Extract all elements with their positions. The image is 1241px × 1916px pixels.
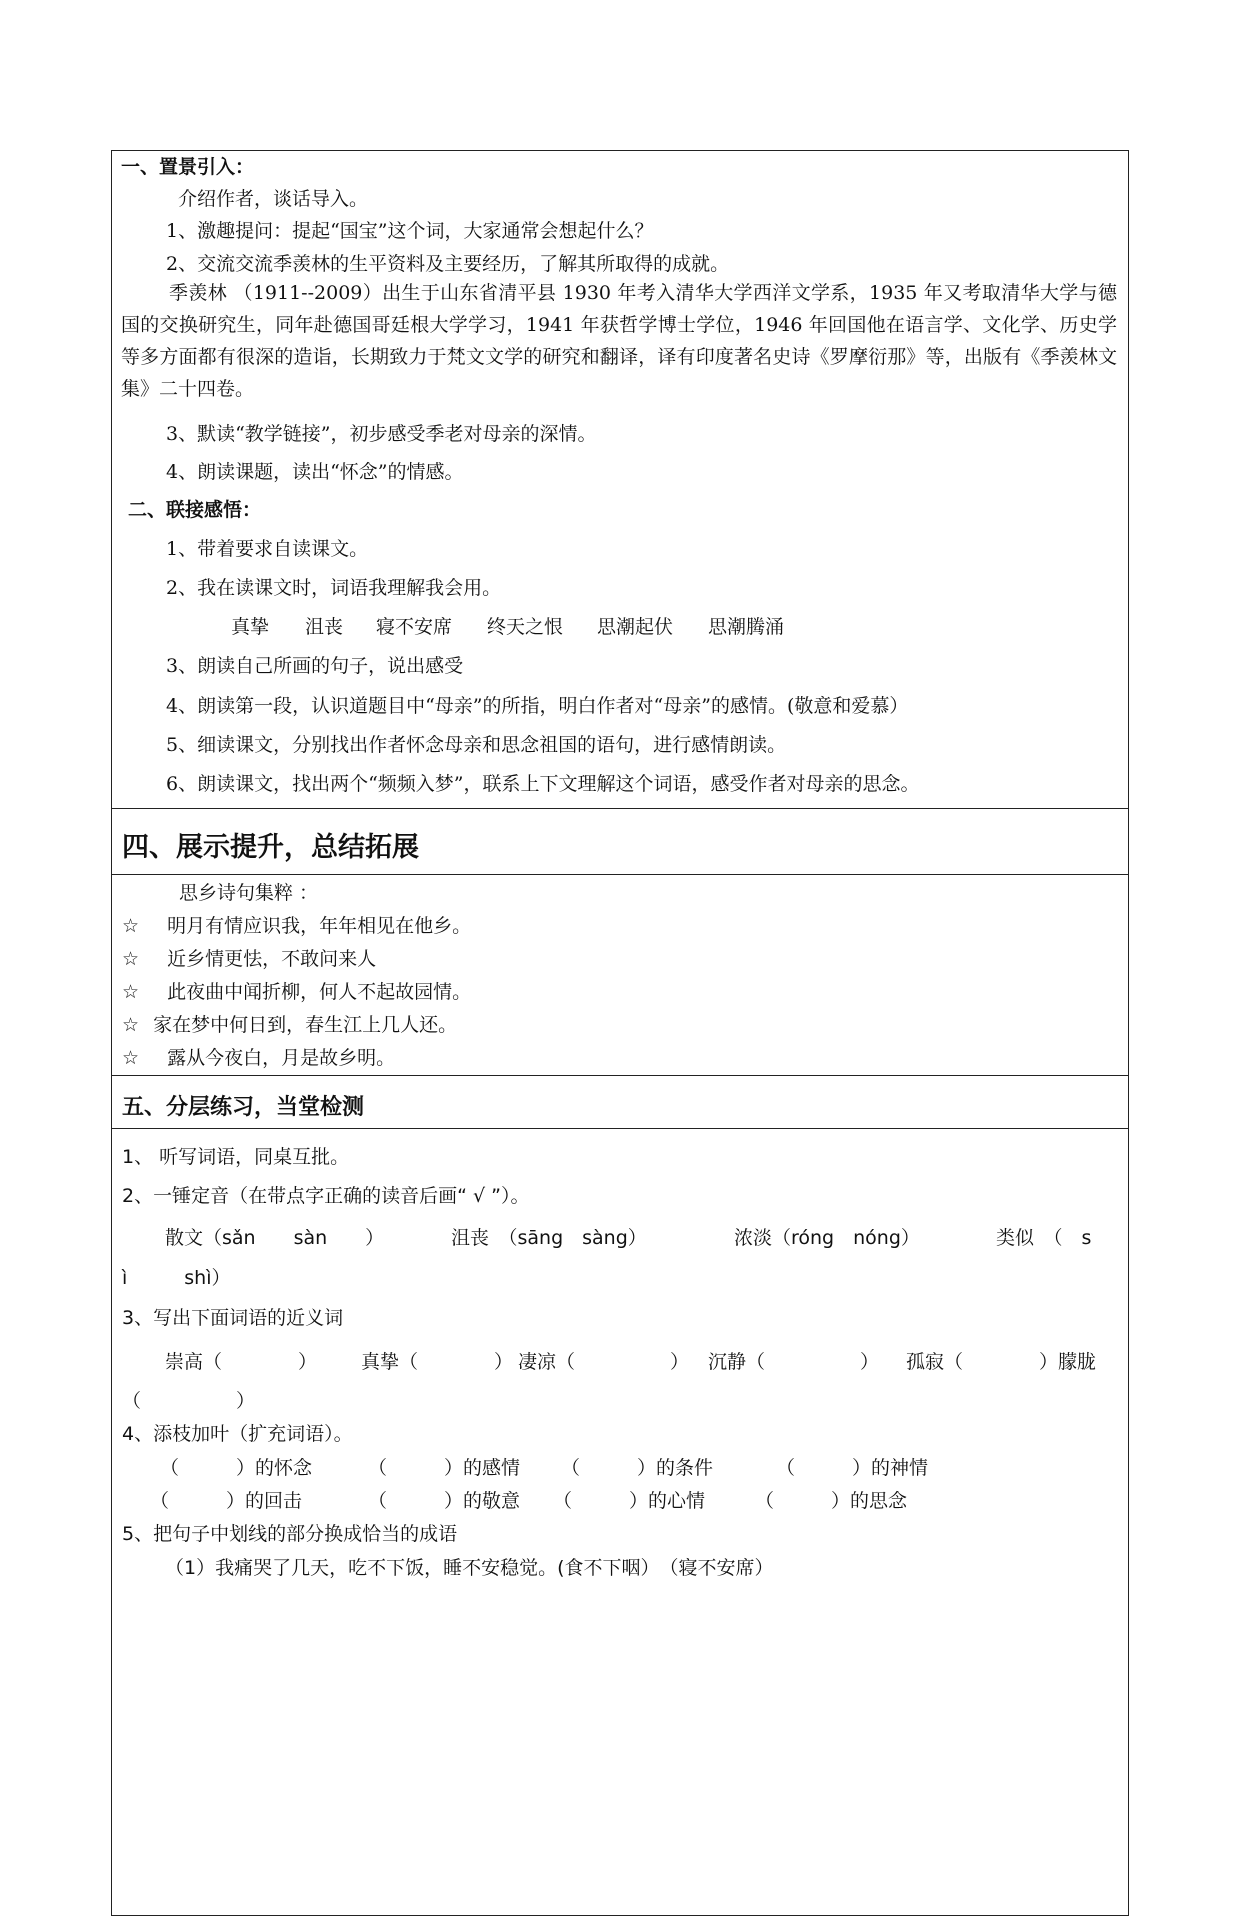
vocab-word: 思潮腾涌 <box>708 616 785 638</box>
poem-line <box>122 1016 457 1035</box>
section4-heading-cell <box>111 809 1129 875</box>
synonym-item-continued: （ ） <box>122 1390 256 1412</box>
poem-text: 露从今夜白，月是故乡明。 <box>167 1047 396 1069</box>
synonym-item: 崇高（ ） <box>165 1351 318 1373</box>
expand-item: （ ）的思念 <box>755 1490 908 1512</box>
expand-item: （ ）的条件 <box>561 1457 714 1479</box>
pinyin-item: 浓淡（róng nóng） <box>734 1227 920 1249</box>
vocab-word: 终天之恨 <box>487 616 564 638</box>
poem-line <box>122 983 471 1002</box>
expand-item: （ ）的怀念 <box>160 1457 313 1479</box>
poem-line <box>122 1049 395 1068</box>
vocab-word: 沮丧 <box>305 616 344 638</box>
exercise-q4: 4、添枝加叶（扩充词语）。 <box>122 1423 353 1445</box>
section2-item-4: 4、朗读第一段，认识道题目中“母亲”的所指，明白作者对“母亲”的感情。(敬意和爱慕） <box>166 695 909 717</box>
section2-item-2: 2、我在读课文时，词语我理解我会用。 <box>166 577 502 599</box>
section1-heading: 一、置景引入： <box>121 156 255 178</box>
section2-item-3: 3、朗读自己所画的句子，说出感受 <box>166 655 464 677</box>
vocab-word: 真挚 <box>231 616 270 638</box>
section1-item-3: 3、默读“教学链接”，初步感受季老对母亲的深情。 <box>166 423 597 445</box>
star-icon: ☆ <box>122 1014 140 1036</box>
expand-item: （ ）的敬意 <box>368 1490 521 1512</box>
pinyin-item-continued: ì shì） <box>122 1267 231 1289</box>
pinyin-item: 沮丧 （sāng sàng） <box>451 1227 647 1249</box>
vocab-word: 寝不安席 <box>376 616 453 638</box>
pinyin-item: 类似 （ s <box>996 1227 1092 1249</box>
section1-item-4: 4、朗读课题，读出“怀念”的情感。 <box>166 461 464 483</box>
expand-item: （ ）的回击 <box>150 1490 303 1512</box>
poem-text: 近乡情更怯，不敢问来人 <box>167 948 377 970</box>
section5-heading: 五、分层练习，当堂检测 <box>122 1094 365 1120</box>
author-bio-paragraph: 季羡林 （1911--2009）出生于山东省清平县 1930 年考入清华大学西洋文学系，1935 年又考取清华大学与德国的交换研究生，同年赴德国哥廷根大学学习，1941 年获哲学博士学位，1946 年回国他在语言学、文化学、历史学等多方面都有很深的造诣，长期致力于梵文文学的研究和翻译，译有印度著名史诗《罗摩衍那》等，出版有《季羡林文集》二十四卷。 <box>121 282 1117 400</box>
synonym-item: 孤寂（ ）朦胧 <box>906 1351 1097 1373</box>
section4-heading: 四、展示提升，总结拓展 <box>122 832 419 863</box>
section2-item-5: 5、细读课文，分别找出作者怀念母亲和思念祖国的语句，进行感情朗读。 <box>166 734 787 756</box>
poem-line <box>122 917 471 936</box>
section1-intro: 介绍作者，谈话导入。 <box>178 188 369 210</box>
section5-heading-cell <box>111 1076 1129 1129</box>
lesson-plan-table <box>111 150 1129 1916</box>
poem-line <box>122 950 376 969</box>
vocab-word: 思潮起伏 <box>597 616 674 638</box>
expand-item: （ ）的感情 <box>368 1457 521 1479</box>
star-icon: ☆ <box>122 1047 140 1069</box>
section2-item-6: 6、朗读课文，找出两个“频频入梦”，联系上下文理解这个词语，感受作者对母亲的思念。 <box>166 773 920 795</box>
section2-item-1: 1、带着要求自读课文。 <box>166 538 369 560</box>
synonym-item: 沉静（ ） <box>708 1351 880 1373</box>
section1-item-1: 1、激趣提问：提起“国宝”这个词，大家通常会想起什么？ <box>166 220 654 242</box>
poems-intro: 思乡诗句集粹 ： <box>179 882 319 904</box>
exercise-q5-sentence-1: （1）我痛哭了几天，吃不下饭，睡不安稳觉。(食不下咽） （寝不安席） <box>165 1557 774 1579</box>
exercise-q3: 3、写出下面词语的近义词 <box>122 1307 344 1329</box>
exercise-q1: 1、 听写词语，同桌互批。 <box>122 1146 350 1168</box>
star-icon: ☆ <box>122 981 140 1003</box>
lesson-steps-cell <box>111 150 1129 809</box>
synonym-item: 凄凉（ ） <box>518 1351 690 1373</box>
poem-text: 明月有情应识我，年年相见在他乡。 <box>167 915 472 937</box>
exercise-q2: 2、一锤定音（在带点字正确的读音后画“ √ ”）。 <box>122 1185 530 1207</box>
synonym-item: 真挚（ ） <box>361 1351 514 1373</box>
pinyin-item: 散文（sǎn sàn ） <box>165 1227 385 1249</box>
exercise-q5: 5、把句子中划线的部分换成恰当的成语 <box>122 1523 458 1545</box>
expand-item: （ ）的神情 <box>776 1457 929 1479</box>
poem-text: 家在梦中何日到，春生江上几人还。 <box>153 1014 458 1036</box>
exercises-cell <box>111 1129 1129 1916</box>
section1-item-2: 2、交流交流季羡林的生平资料及主要经历，了解其所取得的成就。 <box>166 253 730 275</box>
star-icon: ☆ <box>122 948 140 970</box>
poem-text: 此夜曲中闻折柳，何人不起故园情。 <box>167 981 472 1003</box>
poems-cell <box>111 875 1129 1076</box>
section2-heading: 二、联接感悟： <box>128 499 262 521</box>
star-icon: ☆ <box>122 915 140 937</box>
expand-item: （ ）的心情 <box>553 1490 706 1512</box>
